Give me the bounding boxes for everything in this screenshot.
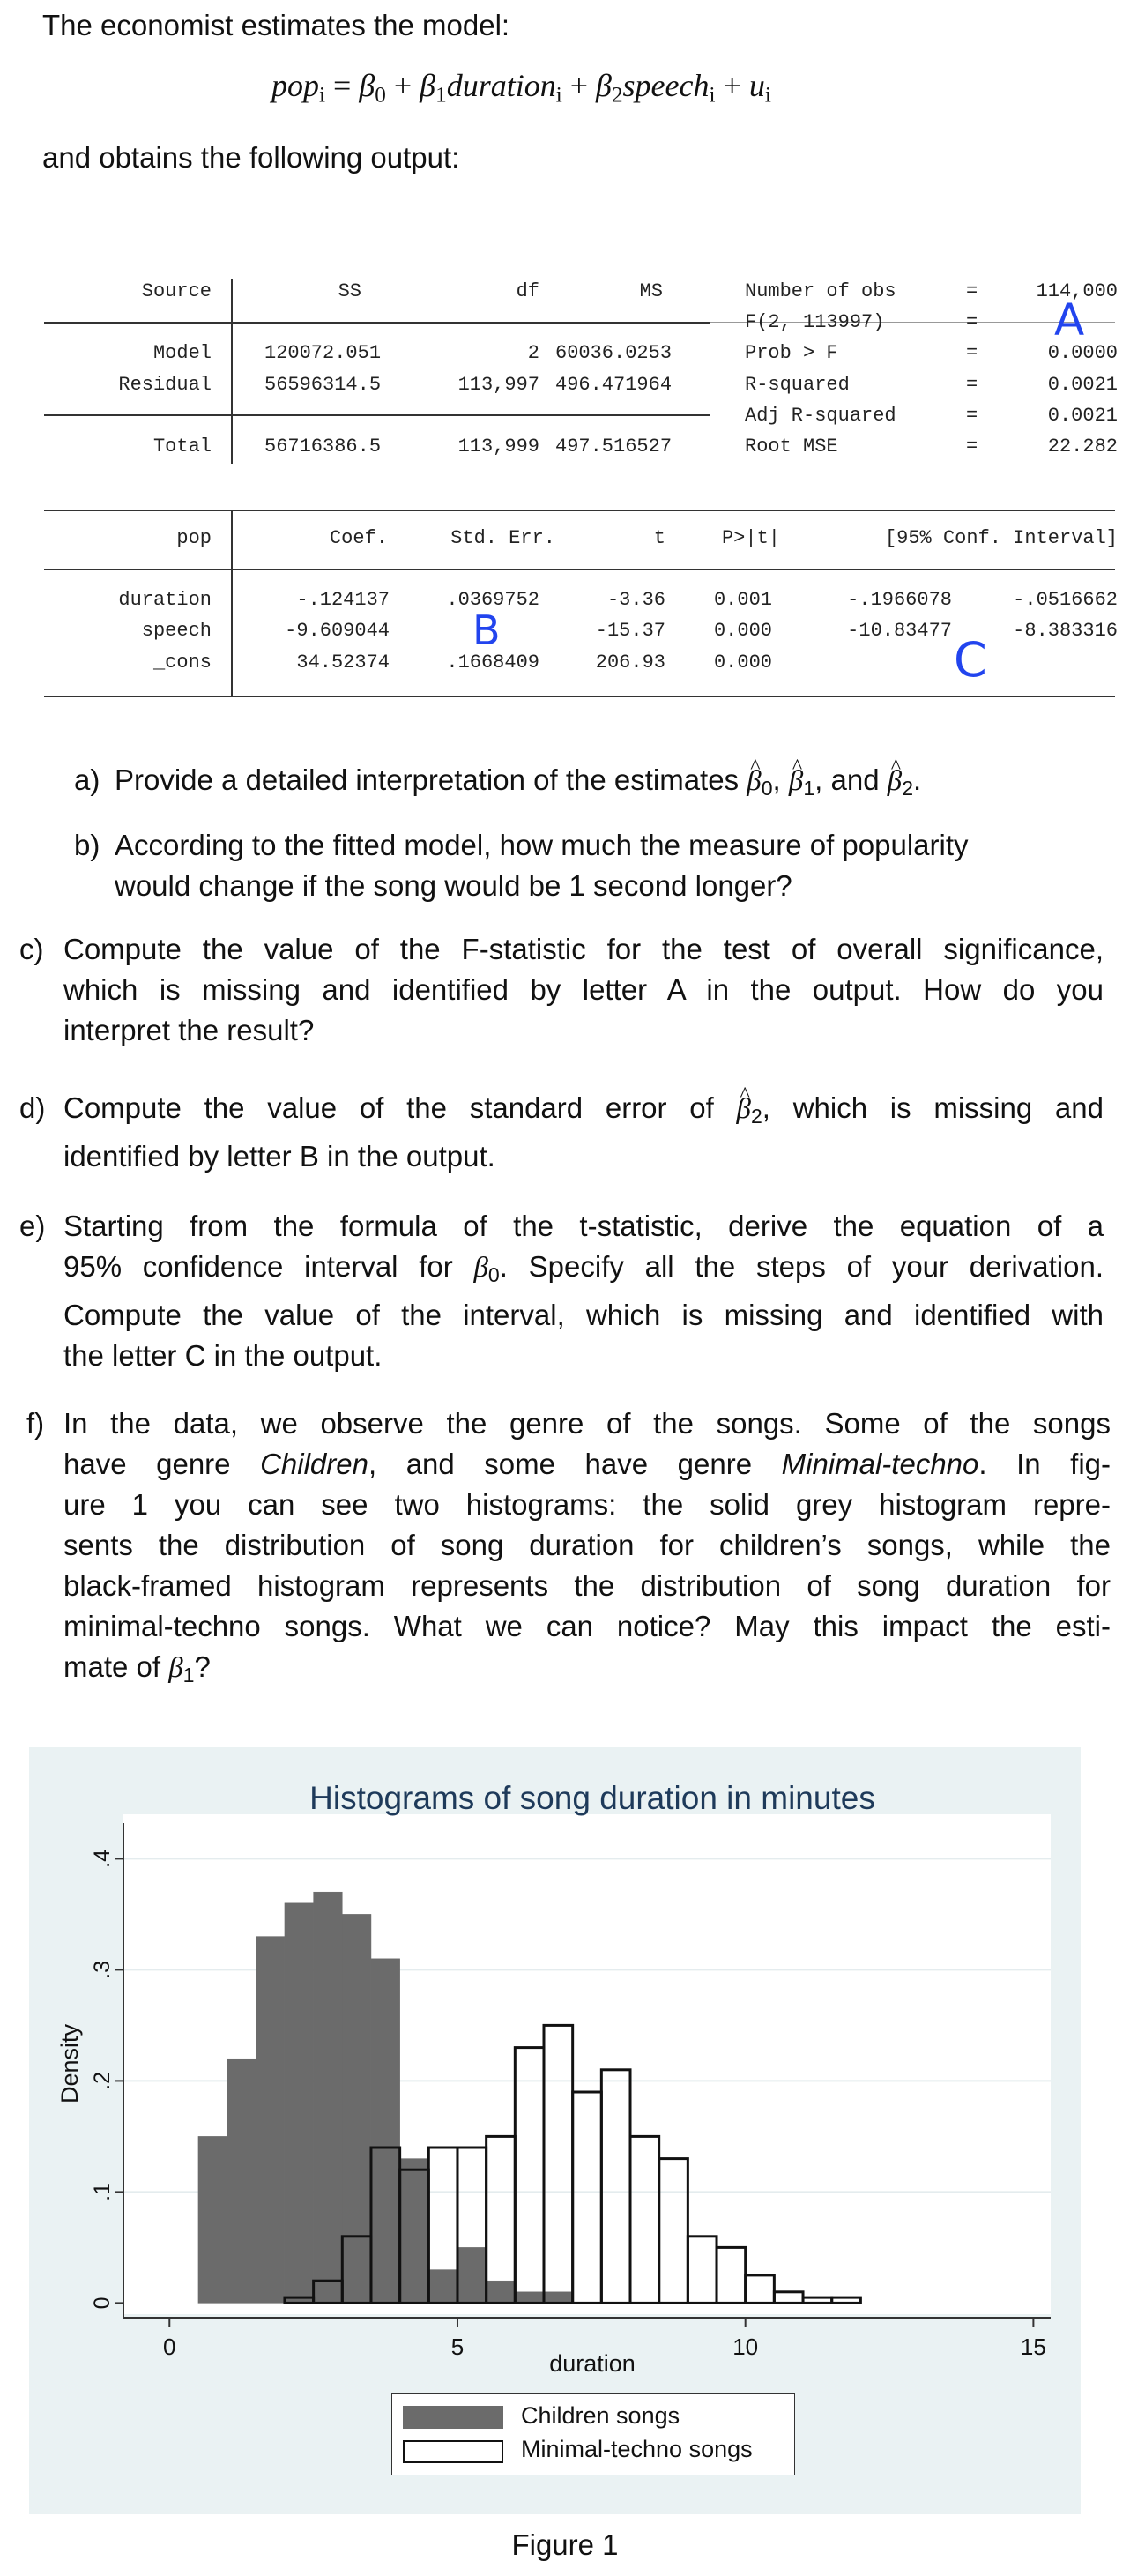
coef-header-t: t (653, 527, 665, 549)
beta0-hat: ^ β (747, 761, 761, 801)
coef-header-p: P>|t| (721, 527, 780, 549)
coef-header-ci: [95% Conf. Interval] (884, 527, 1118, 549)
x-tick-label: 15 (1020, 2334, 1046, 2360)
histogram-bar (198, 2136, 227, 2303)
coef-var: duration (118, 589, 212, 611)
stat-eq: = (966, 405, 978, 427)
stat-label: Number of obs (745, 280, 896, 302)
y-tick-label: 0 (90, 2297, 115, 2310)
coef-p: 0.000 (713, 620, 772, 642)
stat-value: 0.0021 (1047, 374, 1118, 396)
stat-value: 0.0021 (1047, 405, 1118, 427)
histogram-bar (487, 2281, 516, 2303)
coef-t: -15.37 (595, 620, 665, 642)
chart-title: Histograms of song duration in minutes (309, 1780, 875, 1816)
y-tick-label: .1 (90, 2182, 115, 2201)
coef-header-se: Std. Err. (450, 527, 555, 549)
histogram-bar (428, 2270, 457, 2304)
handwritten-a-mark: A (1054, 294, 1085, 346)
histogram-bar (314, 1892, 343, 2303)
coef-se: .0369752 (446, 589, 539, 611)
question-e: e) Starting from the formula of the t-statistic, derive the equation of a 95% confidence interval for $\beta_0$. Specify all the steps of your derivation. Compute the value of the interval, which is missing and identified with the letter C in the output. (19, 1210, 1104, 1372)
intro-text: The economist estimates the model: (42, 9, 510, 41)
stat-label: Adj R-squared (745, 405, 896, 427)
coef-value: 34.52374 (296, 651, 390, 674)
legend-swatch-techno (403, 2440, 503, 2463)
stat-eq: = (966, 436, 978, 458)
histogram-bar (515, 2292, 544, 2304)
question-f: f) In the data, we observe the genre of the songs. Some of the songs have genre Children, and some have genre Minimal-techno. In fig- ure 1 you can see two histograms: the solid grey histogram repre- sents the distribution of song duration for children’s songs, while the black-framed histogram represents the distribution of song duration for minimal-techno songs. What we can notice? May this impact the esti- mate of $\beta_1$? (26, 1407, 1111, 1686)
stat-value: 114,000 (1036, 280, 1118, 302)
legend-swatch-children (403, 2406, 503, 2429)
histogram-bar (544, 2292, 573, 2304)
anova-source: Residual (118, 374, 212, 396)
stat-label: F(2, 113997) (745, 311, 885, 333)
coef-p: 0.001 (713, 589, 772, 611)
histogram-bar (285, 1903, 314, 2304)
anova-header-ss: SS (338, 280, 361, 302)
anova-ms: 496.471964 (555, 374, 673, 396)
beta2-hat: ^ β (888, 761, 902, 801)
handwritten-b-mark: B (472, 607, 501, 654)
question-c: c) Compute the value of the F-statistic for the test of overall significance, which is missing and identified by letter A in the output. How do you interpret the result? (19, 933, 1104, 1046)
stat-label: Root MSE (745, 436, 838, 458)
histogram-bar (457, 2247, 487, 2303)
histogram-bar (400, 2159, 429, 2304)
anova-header-df: df (516, 280, 539, 302)
y-tick-label: .2 (90, 2071, 115, 2090)
anova-df: 2 (527, 342, 539, 364)
stat-value: 22.282 (1047, 436, 1118, 458)
y-tick-label: .4 (90, 1849, 115, 1868)
anova-header-ms: MS (639, 280, 663, 302)
stat-eq: = (966, 374, 978, 396)
coef-se: .1668409 (446, 651, 539, 674)
question-b: b) According to the fitted model, how much the measure of popularity would change if the song would be 1 second longer? (74, 829, 969, 902)
model-equation: $pop_i = \beta_0$ + $\beta_1duration_i$ + $\beta_2speech_i + u_i$ (271, 68, 771, 108)
beta2-hat: ^ β (737, 1089, 751, 1129)
anova-ms: 60036.0253 (555, 342, 673, 364)
stat-eq: = (966, 342, 978, 364)
histogram-bar (342, 1914, 371, 2303)
histogram-bar (256, 1937, 285, 2304)
coef-var: speech (141, 620, 212, 642)
coef-ci-lo: -10.83477 (847, 620, 952, 642)
coef-p: 0.000 (713, 651, 772, 674)
coef-t: -3.36 (606, 589, 665, 611)
x-tick-label: 5 (450, 2334, 465, 2360)
coef-ci-lo: -.1966078 (847, 589, 952, 611)
figure-caption: Figure 1 (511, 2528, 619, 2561)
stat-eq: = (966, 311, 978, 333)
coef-header-pop: pop (176, 527, 212, 549)
anova-header-source: Source (141, 280, 212, 302)
question-d: d) Compute the value of the standard error of ^ $\beta_2$, which is missing and identified by letter B in the output. (19, 1088, 1112, 1169)
anova-ss: 120072.051 (264, 342, 382, 364)
anova-df: 113,997 (457, 374, 539, 396)
stat-value: 0.0000 (1047, 342, 1118, 364)
beta1-hat: ^ β (789, 761, 803, 801)
anova-df: 113,999 (457, 436, 539, 458)
y-tick-label: .3 (90, 1960, 115, 1979)
anova-source: Model (152, 342, 212, 364)
coef-value: -9.609044 (285, 620, 390, 642)
coef-t: 206.93 (595, 651, 665, 674)
stat-label: R-squared (745, 374, 850, 396)
x-tick-label: 0 (163, 2334, 176, 2360)
x-axis-label: duration (549, 2350, 636, 2377)
histogram-bar (227, 2059, 256, 2303)
question-a: a) Provide a detailed interpretation of the estimates ^ $\beta_0$, ^ $\beta_1$, and ^ $\beta_2$. (74, 760, 1088, 800)
obtains-text: and obtains the following output: (42, 141, 460, 174)
histogram-bar (371, 1959, 400, 2304)
legend-label-children: Children songs (521, 2402, 680, 2429)
anova-ss: 56596314.5 (264, 374, 382, 396)
chart-legend (391, 2393, 795, 2475)
y-axis-label: Density (56, 2023, 83, 2104)
handwritten-c-mark: C (954, 632, 987, 688)
coef-ci-hi: -8.383316 (1013, 620, 1118, 642)
coef-ci-hi: -.0516662 (1013, 589, 1118, 611)
coef-value: -.124137 (296, 589, 390, 611)
legend-label-techno: Minimal-techno songs (521, 2436, 753, 2462)
stat-eq: = (966, 280, 978, 302)
anova-ms: 497.516527 (555, 436, 673, 458)
coef-header-coef: Coef. (329, 527, 388, 549)
anova-source: Total (152, 436, 212, 458)
coef-var: _cons (152, 651, 212, 674)
x-tick-label: 10 (732, 2334, 759, 2360)
stat-label: Prob > F (745, 342, 838, 364)
anova-ss: 56716386.5 (264, 436, 382, 458)
